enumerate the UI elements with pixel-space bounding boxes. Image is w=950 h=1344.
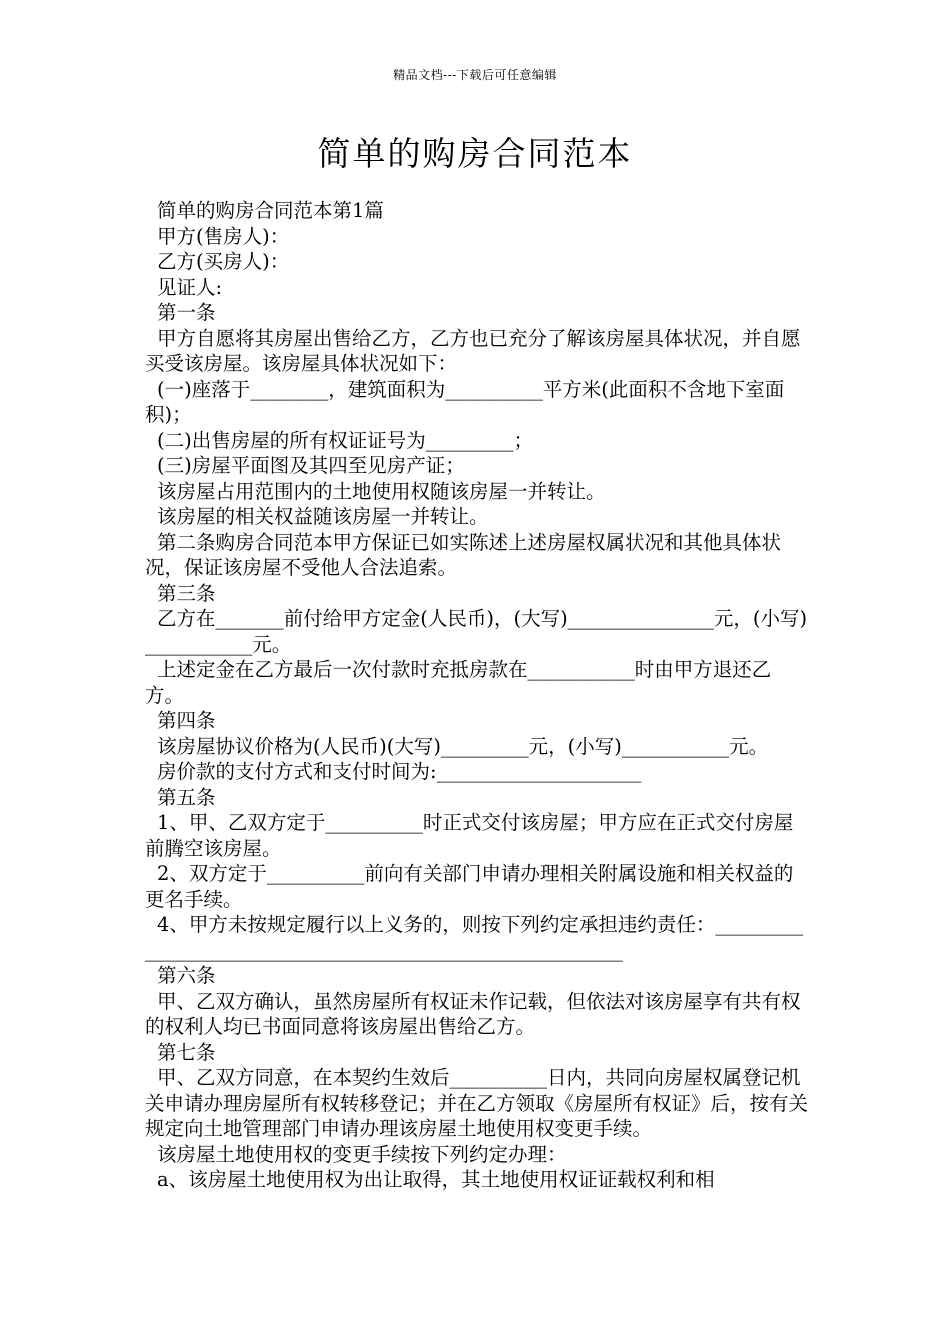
paragraph: 乙方(买房人)： [157,250,290,273]
paragraph: 甲、乙双方确认，虽然房屋所有权证未作记载，但依法对该房屋享有共有权的权利人均已书面同意将该房屋出售给乙方。 [145,989,801,1038]
paragraph: 该房屋占用范围内的土地使用权随该房屋一并转让。 [157,479,606,503]
paragraph: (三)房屋平面图及其四至见房产证； [157,454,465,477]
document-title: 简单的购房合同范本 [317,134,633,173]
paragraph: 甲、乙双方同意，在本契约生效后__________日内，共同向房屋权属登记机关申请办理房屋所有权转移登记；并在乙方领取《房屋所有权证》后，按有关规定向土地管理部门申请办理该房屋土地使用权变更手续。 [145,1066,809,1140]
paragraph: 简单的购房合同范本第1篇 [157,199,384,222]
contract-body [145,198,810,1193]
paragraph: 见证人: [157,275,223,299]
paragraph: 1、甲、乙双方定于__________时正式交付该房屋；甲方应在正式交付房屋前腾空该房屋。 [145,811,794,860]
paragraph: 该房屋协议价格为(人民币)(大写)_________元，(小写)___________元。 [157,734,769,758]
paragraph: 甲方(售房人)： [157,224,290,248]
paragraph: 房价款的支付方式和支付时间为:_____________________ [157,760,642,783]
paragraph: 4、甲方未按规定履行以上义务的，则按下列约定承担违约责任：__________________________________________________________ [145,913,804,962]
section-heading: 第四条 [157,709,216,732]
section-heading: 第一条 [157,301,216,324]
paragraph: 上述定金在乙方最后一次付款时充抵房款在___________时由甲方退还乙方。 [145,658,772,707]
section-heading: 第七条 [157,1040,216,1064]
paragraph: (一)座落于________，建筑面积为__________平方米(此面积不含地下室面积)； [145,377,785,426]
paragraph: a、该房屋土地使用权为出让取得，其土地使用权证证载权利和相 [157,1168,715,1191]
paragraph: 第二条购房合同范本甲方保证已如实陈述上述房屋权属状况和其他具体状况，保证该房屋不受他人合法追索。 [145,530,782,579]
paragraph: 乙方在_______前付给甲方定金(人民币)，(大写)_______________元，(小写)___________元。 [145,607,808,656]
paragraph: 甲方自愿将其房屋出售给乙方，乙方也已充分了解该房屋具体状况，并自愿买受该房屋。该房屋具体状况如下： [145,326,801,375]
paragraph: 2、双方定于__________前向有关部门申请办理相关附属设施和相关权益的更名手续。 [145,862,794,911]
paragraph: 该房屋的相关权益随该房屋一并转让。 [157,505,489,528]
section-heading: 第六条 [157,964,216,987]
section-heading: 第五条 [157,785,216,809]
section-heading: 第三条 [157,581,216,605]
paragraph: (二)出售房屋的所有权证证号为_________； [157,428,533,452]
paragraph: 该房屋土地使用权的变更手续按下列约定办理： [157,1142,567,1166]
header-note: 精品文档---下载后可任意编辑 [393,68,557,82]
